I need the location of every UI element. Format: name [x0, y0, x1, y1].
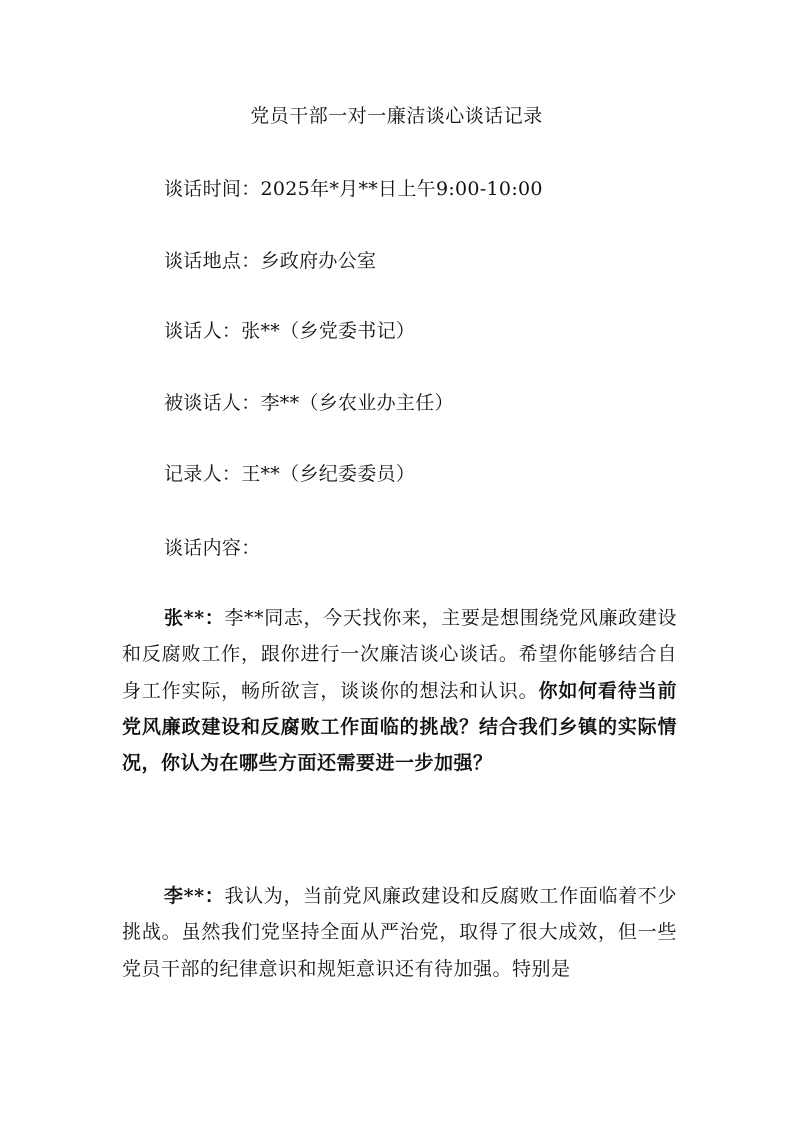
dialogue-text: 李**同志，今天找你来，主要是想围绕党风廉政建设和反腐败工作，跟你进行一次廉洁谈心谈话。希望你能够结合自身工作实际，畅所欲言，谈谈你的想法和认识。	[122, 607, 677, 702]
interviewer: 谈话人：张**（乡党委书记）	[164, 320, 416, 342]
document-title: 党员干部一对一廉洁谈心谈话记录	[250, 105, 543, 127]
speaker-name: 张**：	[164, 607, 225, 629]
dialogue-text: 我认为，当前党风廉政建设和反腐败工作面临着不少挑战。虽然我们党坚持全面从严治党，取得了很大成效，但一些党员干部的纪律意识和规矩意识还有待加强。特别是	[122, 885, 677, 980]
meeting-time: 谈话时间：2025年*月**日上午9:00-10:00	[164, 178, 543, 200]
dialogue-question: 你如何看待当前党风廉政建设和反腐败工作面临的挑战？结合我们乡镇的实际情况，你认为在哪些方面还需要进一步加强？	[122, 679, 677, 775]
meeting-place: 谈话地点：乡政府办公室	[164, 250, 377, 272]
speaker-name: 李**：	[164, 885, 225, 907]
dialogue-paragraph-1	[122, 600, 677, 781]
dialogue-paragraph-2	[122, 878, 677, 987]
recorder: 记录人：王**（乡纪委委员）	[164, 463, 416, 485]
interviewee: 被谈话人：李**（乡农业办主任）	[164, 392, 454, 414]
content-label: 谈话内容：	[164, 537, 261, 559]
